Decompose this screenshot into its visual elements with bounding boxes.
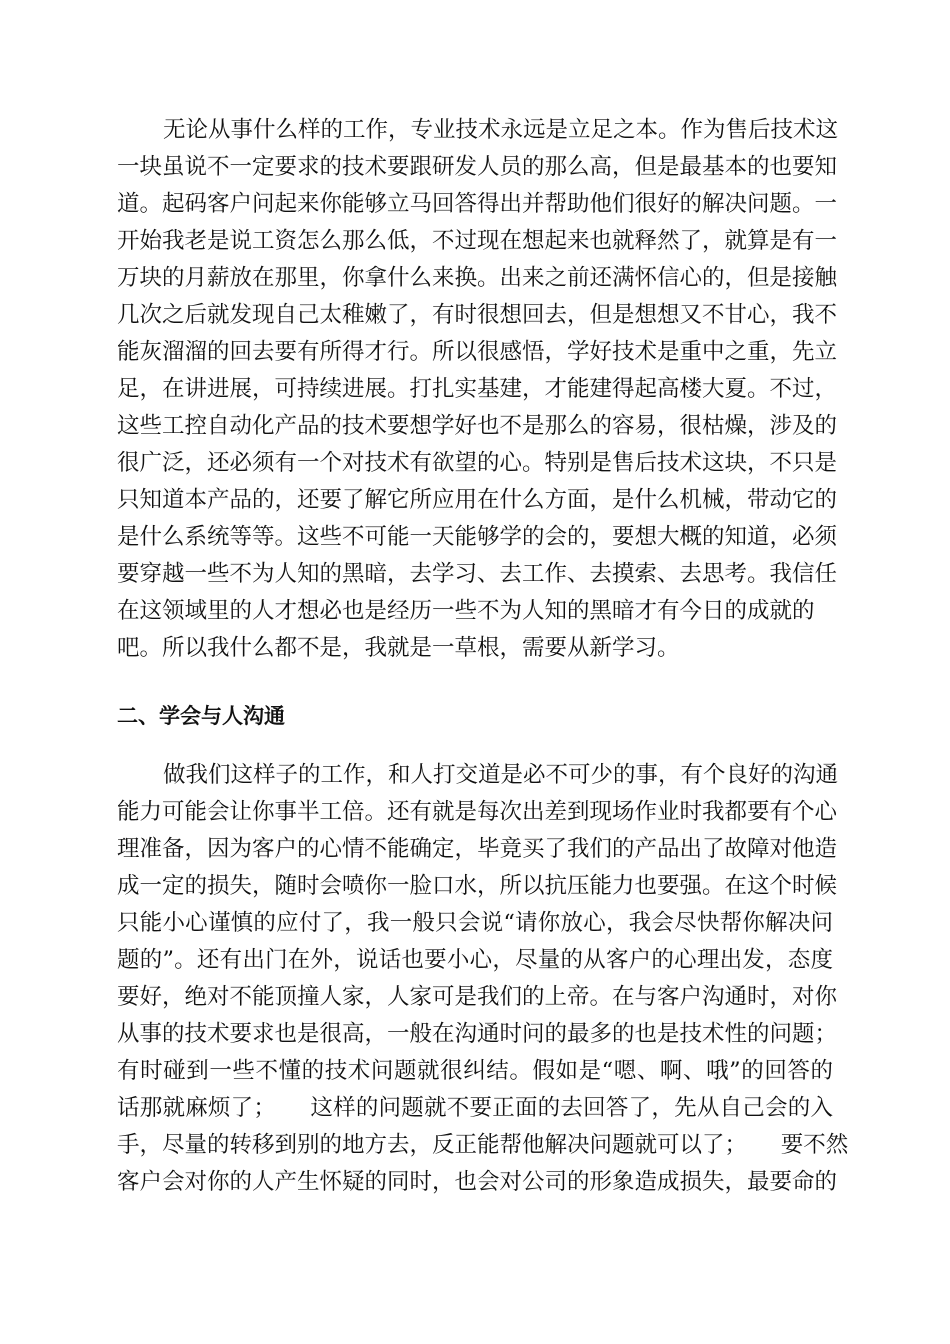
paragraph-line: 这些工控自动化产品的技术要想学好也不是那么的容易，很枯燥，涉及的 <box>117 413 838 439</box>
paragraph-line: 几次之后就发现自己太稚嫩了，有时很想回去，但是想想又不甘心，我不 <box>117 302 838 328</box>
paragraph-line: 题的”。还有出门在外，说话也要小心，尽量的从客户的心理出发，态度 <box>117 947 833 973</box>
paragraph-line: 无论从事什么样的工作，专业技术永远是立足之本。作为售后技术这 <box>163 117 839 143</box>
paragraph-line: 道。起码客户问起来你能够立马回答得出并帮助他们很好的解决问题。一 <box>117 191 838 217</box>
paragraph-line: 要好，绝对不能顶撞人家，人家可是我们的上帝。在与客户沟通时，对你 <box>117 984 838 1010</box>
section-heading: 二、学会与人沟通 <box>117 704 285 728</box>
paragraph-line: 在这领域里的人才想必也是经历一些不为人知的黑暗才有今日的成就的 <box>117 598 815 624</box>
paragraph-line: 从事的技术要求也是很高，一般在沟通时问的最多的也是技术性的问题； <box>117 1021 838 1047</box>
paragraph-line: 一块虽说不一定要求的技术要跟研发人员的那么高，但是最基本的也要知 <box>117 154 838 180</box>
paragraph-line: 是什么系统等等。这些不可能一天能够学的会的，要想大概的知道，必须 <box>117 524 838 550</box>
paragraph-line: 只能小心谨慎的应付了，我一般只会说“请你放心，我会尽快帮你解决问 <box>117 910 833 936</box>
paragraph-line: 能力可能会让你事半工倍。还有就是每次出差到现场作业时我都要有个心 <box>117 799 838 825</box>
paragraph-line: 话那就麻烦了； 这样的问题就不要正面的去回答了，先从自己会的入 <box>117 1095 833 1121</box>
paragraph-line: 很广泛，还必须有一个对技术有欲望的心。特别是售后技术这块，不只是 <box>117 450 838 476</box>
paragraph-line: 开始我老是说工资怎么那么低，不过现在想起来也就释然了，就算是有一 <box>117 228 838 254</box>
paragraph-line: 理准备，因为客户的心情不能确定，毕竟买了我们的产品出了故障对他造 <box>117 836 838 862</box>
paragraph-line: 吧。所以我什么都不是，我就是一草根，需要从新学习。 <box>117 635 680 661</box>
paragraph-line: 做我们这样子的工作，和人打交道是必不可少的事，有个良好的沟通 <box>163 762 839 788</box>
paragraph-line: 足，在讲进展，可持续进展。打扎实基建，才能建得起高楼大夏。不过， <box>117 376 838 402</box>
paragraph-line: 要穿越一些不为人知的黑暗，去学习、去工作、去摸索、去思考。我信任 <box>117 561 838 587</box>
paragraph-line: 成一定的损失，随时会喷你一脸口水，所以抗压能力也要强。在这个时候 <box>117 873 838 899</box>
paragraph-line: 只知道本产品的，还要了解它所应用在什么方面，是什么机械，带动它的 <box>117 487 838 513</box>
paragraph-line: 手，尽量的转移到别的地方去，反正能帮他解决问题就可以了； 要不然 <box>117 1132 849 1158</box>
paragraph-line: 万块的月薪放在那里，你拿什么来换。出来之前还满怀信心的，但是接触 <box>117 265 838 291</box>
paragraph-line: 有时碰到一些不懂的技术问题就很纠结。假如是“嗯、啊、哦”的回答的 <box>117 1058 833 1084</box>
paragraph-line: 能灰溜溜的回去要有所得才行。所以很感悟，学好技术是重中之重，先立 <box>117 339 838 365</box>
paragraph-line: 客户会对你的人产生怀疑的同时，也会对公司的形象造成损失，最要命的 <box>117 1169 838 1195</box>
